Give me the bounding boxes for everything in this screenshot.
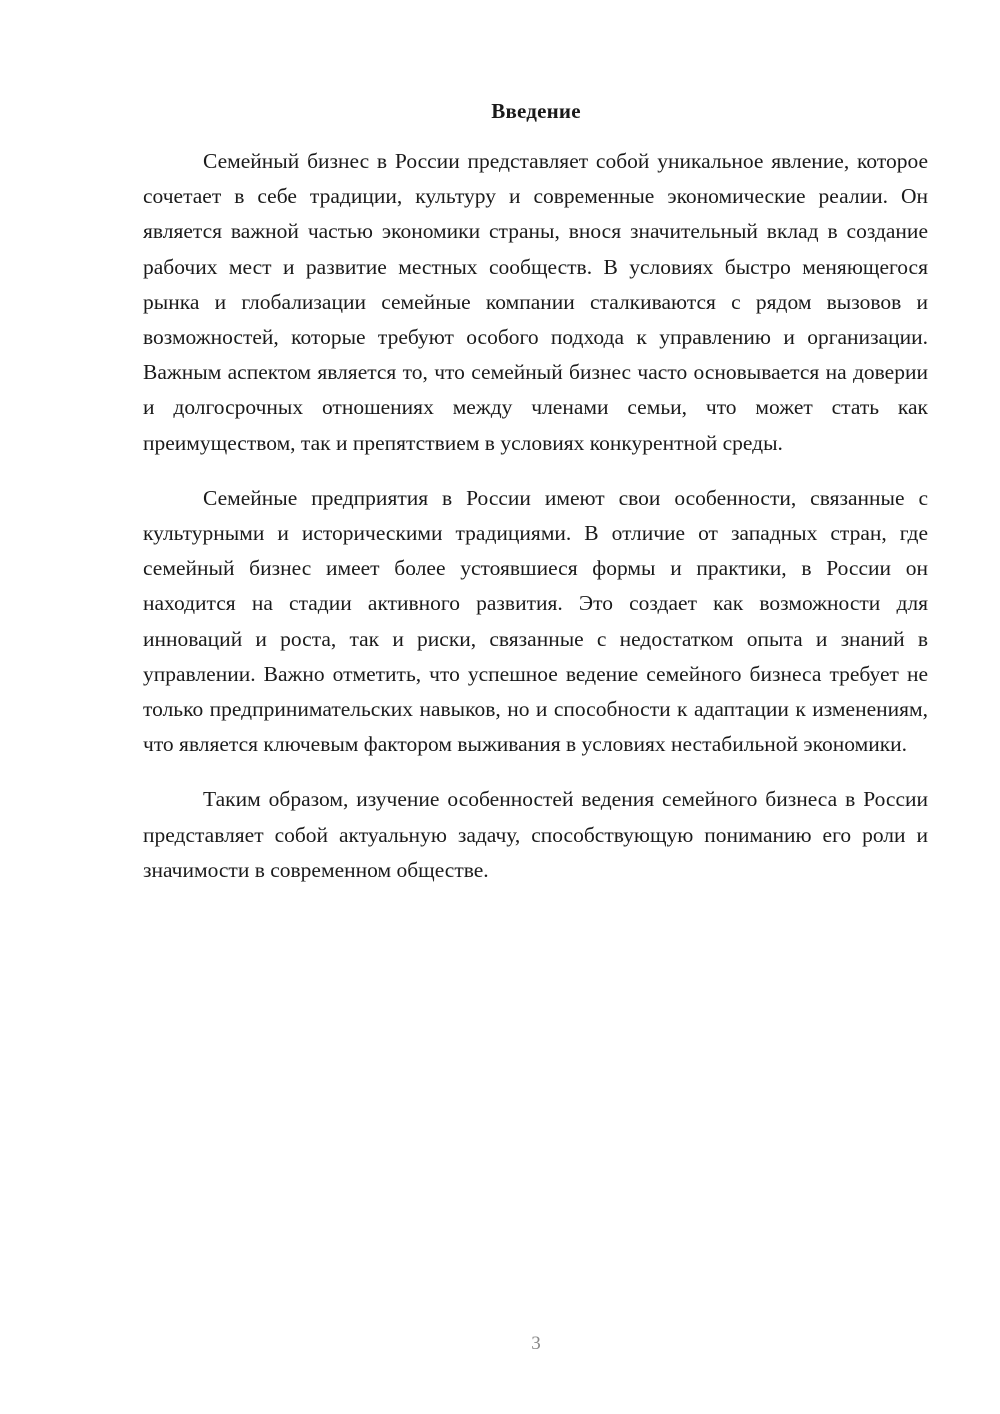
paragraph-3: Таким образом, изучение особенностей ведения семейного бизнеса в России представляет собой актуальную задачу, способствующую пониманию его роли и значимости в современном обществе. bbox=[143, 787, 928, 882]
paragraph-2: Семейные предприятия в России имеют свои особенности, связанные с культурными и историческими традициями. В отличие от западных стран, где семейный бизнес имеет более устоявшиеся формы и практики, в России он находится на стадии активного развития. Это создает как возможности для инноваций и роста, так и риски, связанные с недостатком опыта и знаний в управлении. Важно отметить, что успешное ведение семейного бизнеса требует не только предпринимательских навыков, но и способности к адаптации к изменениям, что является ключевым фактором выживания в условиях нестабильной экономики. bbox=[143, 485, 928, 757]
section-heading: Введение bbox=[491, 99, 581, 123]
body-text bbox=[143, 144, 928, 908]
paragraph-1: Семейный бизнес в России представляет собой уникальное явление, которое сочетает в себе традиции, культуру и современные экономические реалии. Он является важной частью экономики страны, внося значительный вклад в создание рабочих мест и развитие местных сообществ. В условиях быстро меняющегося рынка и глобализации семейные компании сталкиваются с рядом вызовов и возможностей, которые требуют особого подхода к управлению и организации. Важным аспектом является то, что семейный бизнес часто основывается на доверии и долгосрочных отношениях между членами семьи, что может стать как преимуществом, так и препятствием в условиях конкурентной среды. bbox=[143, 149, 928, 455]
page-number: 3 bbox=[531, 1333, 541, 1354]
